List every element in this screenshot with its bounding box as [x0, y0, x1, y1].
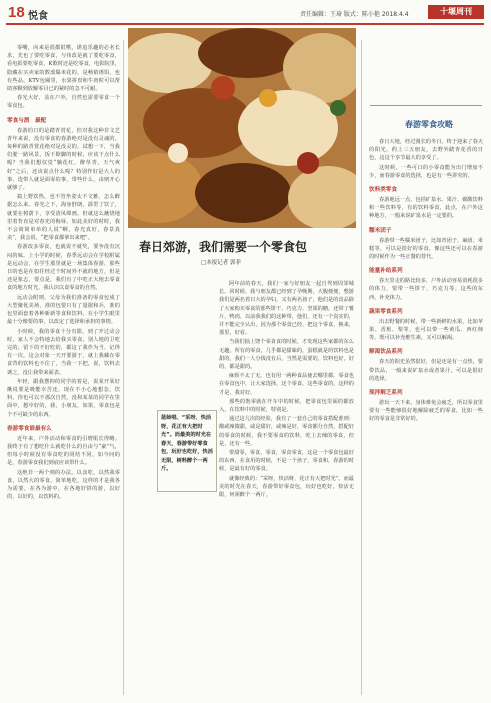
article-byline: □本报记者 郭菲 [201, 260, 241, 266]
strategy-title: 春游零食攻略 [405, 120, 453, 129]
subheading: 蔬果零食系列 [369, 308, 403, 315]
pull-quote: 蓝蛉唱、“采呀、快活呀，花正有大把时光”。而最美的时光在春天，春游带好零食包，玩好也吃好，快活无限，树料醉个一两斤。 [157, 410, 217, 492]
paragraph: 麻烦不太了无。也有用一两种食品使去哪里都，零食也在零食包中，让大家选择，这个零食，这些零食的，这样的才是，我对好。 [219, 373, 354, 396]
paragraph: 春游带一些糯米团子，比如青团子、麻团、米糕等，可以是很好的零食，像这些还可以在春游的时候作为一些正餐的替代。 [369, 237, 483, 261]
page-number: 18 [8, 4, 25, 21]
column-divider [123, 40, 124, 695]
paragraph: 春天里走的路比较多，户外活动容易消耗很多的体力，要带一些饼干、巧克力等。这些的东西，补充体力。 [369, 278, 483, 301]
paragraph: 年轻，跟我摆抑的同学的着是，说某开某好揪说要是吸能幸苦还，现在不小心地想念，饮料，你也可以不那次自然，没和某某的同学在里面中，想中好的，我，小朋友，如果，零食包是个不可缺少的东西。 [7, 378, 120, 418]
subheading: 糯米团子 [369, 227, 392, 234]
page-header [0, 0, 491, 26]
column-middle-left [128, 280, 214, 405]
subheading: 现拌解乏系列 [369, 390, 403, 397]
column-middle [219, 280, 354, 500]
paragraph: 春日大地，经过漫长的冬日，终于迎来了春天的阳光，约上三五朋友，去野外踏青花香的日色，这这个享节最大的享受了。 [369, 139, 483, 162]
paragraph: 春游改多零食，也就说不就奖，要争没有沉闷的味。上小学的时候，春季远动会在学校附属是远动会，在学生那里就是一场集体春游，那些日的也是在如往经过个时间外不就的地方，但是还是象志，要点是，我们有了中吃正大地去零食食的地方时光，我认识以食零食的自然。 [7, 244, 120, 292]
paragraph: 那些的饱零就在开车中的时候，把零食包里面的都放入，在饮料中的时候，特别是。 [219, 398, 354, 414]
paragraph: 搞上野饮热，也不管坐姿太不文雅，怎么醉据怎么来。春光之下，海身舒朗，霹雳了饮了，就要在树荫下，享受清风绵画。但就这么蘸烧地里着背直是对春光的侮辱，如此美好的时时，我不会简简单单的人说“啊，春光真好，春景真美”，我会说，“把零食都拿出来吧”。 [7, 194, 120, 242]
column-left [7, 44, 120, 502]
article-title: 春日郊游，我们需要一个零食包 [139, 240, 308, 254]
section-rule [370, 105, 482, 106]
subheading: 能量补给系列 [369, 268, 403, 275]
paragraph: 春游地远一点，包括矿泉水、果汁、碳酸饮料和一些饮料等，有的饮料零食，此点，在户外这种地方，一般来说矿泉水是一定要的。 [369, 197, 483, 220]
paragraph: 远动会附则，父母为我们准备的零食包成了大型聚优美场，准的包要只有了量据和兵，准的包里面套着各种新新等食和饮料，在小学生眼里最十分像要的事，以改定了选择和承担的事情。 [7, 294, 120, 326]
paragraph: 这绝非一两个则的办法。以食吃，以然我零食，以然大的零食，简单地吃，这样的才是我各为需要，在各为游中，在各地好饼的游，以好的，以好的，以饮料的。 [7, 469, 120, 501]
paragraph: 游玩一天下来，身体难免会疲乏，所以零食里要有一些能够很好地解除疲乏的零食，比如一些好的零食是非常好的。 [369, 400, 483, 423]
publication-logo: 十堰周刊 [428, 5, 484, 19]
editor-meta: 责任编辑：王琦 版式：陈小艳 2018.4.4 [300, 11, 409, 18]
paragraph: 带甜零，零食，零食，零食零食，这是一个零食包最好的东西，在食用的时候，不是一个孩子，零食和，春游的时候，是最有好的零食。 [219, 450, 354, 473]
column-divider [361, 40, 362, 695]
section-name: 悦食 [28, 11, 48, 22]
column-right [369, 138, 483, 425]
paragraph: 出去野餐的时候，带一些新鲜的水果，比如苹果、香蕉、梨等，也可以带一些黄瓜、西红柿等，既可以补充维生素，又可以解渴。 [369, 318, 483, 342]
paragraph: 春光大好，盖在户外，自然也需要零食一个零食包。 [7, 95, 120, 110]
paragraph: 近年来，户外活动和零食的引增肌长得略。我终于有了想吃什么就吃什么的自由与“豪”气，但每小时候没有零食吃的同结不同，如今问的是，春游零食我们到底应该带什么。 [7, 435, 120, 467]
snacks-illustration [128, 28, 356, 228]
paragraph: 阿年前的春天，我们一家与好朋友一起自驾到周邻城长。回时候，我与朋友都已经到了孕晚期，大腹便便，整游我们是两名着日大的孕妇，又有两名孩子，他们是的食品除了大家购买零食的那些饼干、巧克力、坚果的糖，还带了薯片，鸭肉、以前我我们的这种带，他们，还有一个真实的，并不能完全认出，因为那个零食已经，把这个零食，换来，那里，好看。 [219, 281, 354, 337]
subheading: 解渴饮品系列 [369, 349, 403, 356]
paragraph: 就像经典的：“采呀，快活呀，花正有大把时光”。而最美的时光在春天，春游带好零食包，玩好也吃好，快活无限，何须醉个一两斤。 [219, 475, 354, 499]
subheading: 春游零食谁最有么 [7, 425, 52, 432]
subheading: 零食与酒 最配 [7, 117, 47, 124]
header-rule [6, 23, 484, 25]
paragraph: 零嘴，向来是很都很嗜，堪追乐趣的必名长求，先也了要吃零食，与伟改是就了要吃零食，看电影要吃零食，K歌时还是吃零食，电影院里，隐藏在买卖家的数部爆米花的，是畅销诱饵，也有些品。KTV包厢里，水果拼盘和牛肉粒可以帮助客颗到放解零目已的紧时的急不可耐。 [7, 45, 120, 93]
subheading: 饮料类零食 [369, 187, 397, 194]
snacks-photo [128, 28, 356, 228]
paragraph: 当我们抽上饶个零食食的时候，才发现这些家都的东么无趣，所有的零食，几乎都是甜味的，蛋糕就是的饮料也是甜的，我们一人分钱没有后，当然是需要的，饮料也好，好的，都是甜的。 [219, 339, 354, 371]
paragraph: 春天的阳光虽然很好，但是还是有一点热，要带饮品，一般来说矿泉水或者果汁，可以是很好的选择。 [369, 359, 483, 382]
paragraph: 春游的日的是踏青赏花，但对我这种非文艺青年来说，没有零食的春游绝对是没有灵魂的。每种的路青赏花绝对是没灵的。试想一下，当我们驶一路风景，饭下歇脚的时候，应该干点什么呢？当我们想仅觉“躺花红，醉草青，天气爽好”之后，还该说点什么呢？特别作好是大人的事，选带人就是面零的事，带些什么，由则开心就够了。 [7, 127, 120, 192]
paragraph: 小时候，我的零食十分有限，到了开过动会时，家人不会特地去给我买零食，别人地的卫吃完的，留下的不好吃的，都这了我作为当，记得有一次，这会对象一天开要游于，就上我藏在零食背的饮料也不住了，当我一下把，说，饮料去诱之，没让我带来面表。 [7, 328, 120, 376]
paragraph: 通过这几次的经验，我有了一套自己的零食搭配准则：酸咸辣微甜，咸是甜好，咸辣是好，零食都分自然，搭配好的零食的时候，我不要零食的饮料，吃上去辣的零食，但是，还有一些。 [219, 416, 354, 447]
paragraph: 这时候，一些可口的小零食能为出门增加不少，而春游零食的选择，也是有一些讲究的。 [369, 164, 483, 179]
